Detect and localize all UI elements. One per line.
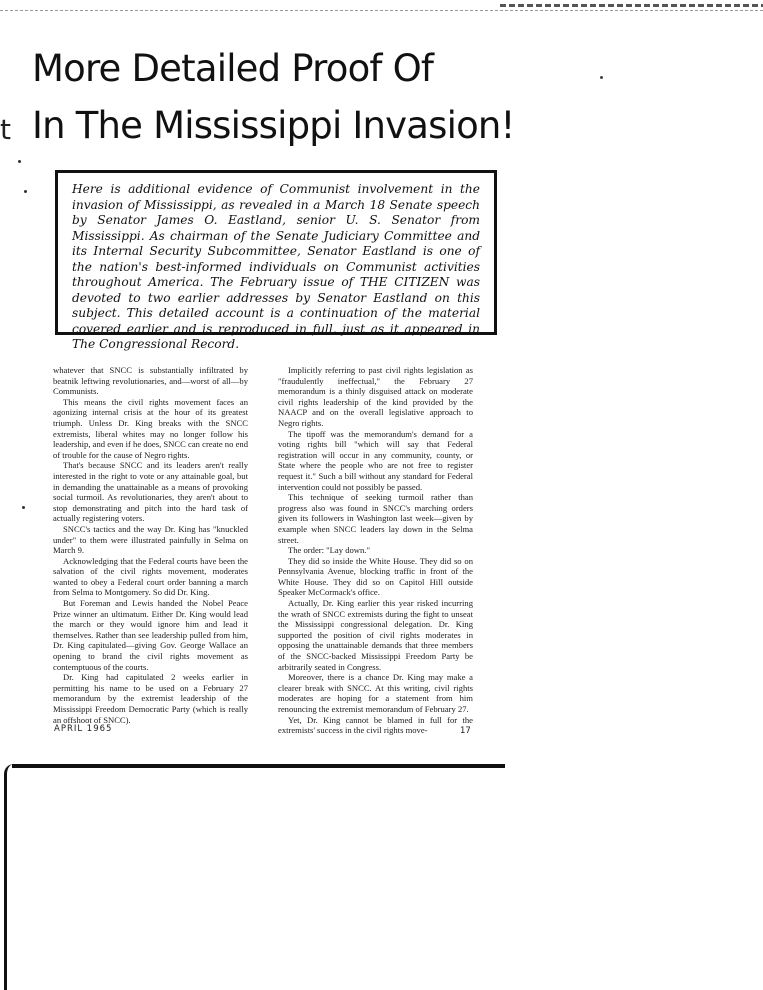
paragraph: SNCC's tactics and the way Dr. King has "knuckled under" to them were illustrated painfully in Selma on March 9. bbox=[53, 523, 248, 556]
paragraph: Acknowledging that the Federal courts have been the salvation of the civil rights movement, moderates wanted to obey a Federal court order banning a march from Selma to Montgomery. So did Dr. King. bbox=[53, 555, 248, 598]
paragraph: But Foreman and Lewis handed the Nobel Peace Prize winner an ultimatum. Either Dr. King would lead the march or they would ignore him and lead it themselves. Rather than see leadership pulled from him, Dr. King capitulated—giving Gov. George Wallace an opening to brand the civil rights movement as contemptuous of the courts. bbox=[53, 598, 248, 672]
bottom-rule bbox=[12, 764, 505, 768]
paragraph: Implicitly referring to past civil rights legislation as "fraudulently ineffectual," the February 27 memorandum is a thinly disguised attack on moderate civil rights leadership of the kind provided by the NAACP and on the overall legislative approach to Negro rights. bbox=[278, 365, 473, 428]
paragraph: This technique of seeking turmoil rather than progress also was found in SNCC's marching orders given its followers in Washington last week—given by example when SNCC leaders lay down in the Selma street. bbox=[278, 492, 473, 545]
paragraph: Dr. King had capitulated 2 weeks earlier in permitting his name to be used on a February 27 memorandum by the extremist leadership of the Mississippi Freedom Democratic Party (which is really an offshoot of SNCC). bbox=[53, 672, 248, 725]
scan-edge-noise bbox=[500, 4, 763, 7]
paragraph: Moreover, there is a chance Dr. King may make a clearer break with SNCC. At this writing, civil rights moderates are hoping for a statement from him renouncing the extremist memorandum of February 27. bbox=[278, 672, 473, 714]
margin-dot bbox=[22, 506, 25, 509]
paragraph: The tipoff was the memorandum's demand for a voting rights bill "which will say that Federal registration will occur in any community, county, or State where the people who are not free to register request it." Such a bill without any standard for Federal intervention could not possibly be passed. bbox=[278, 428, 473, 492]
paragraph: The order: "Lay down." bbox=[288, 545, 370, 556]
paragraph: Actually, Dr. King earlier this year risked incurring the wrath of SNCC extremists during the fight to unseat the Mississippi congressional delegation. Dr. King supported the position of civil rights moderates in opposing the unattainable demands that three members of the SNCC-backed Mississippi Freedom Party be arbitrarily seated in Congress. bbox=[278, 598, 473, 672]
article-column-right bbox=[278, 365, 473, 736]
paragraph: This means the civil rights movement faces an agonizing internal crisis at the hour of its greatest triumph. Unless Dr. King breaks with the SNCC extremists, liberal whites may no longer follow his leadership, and even if he does, SNCC can create no end of trouble for the cause of Negro rights. bbox=[53, 396, 248, 460]
margin-mark: t bbox=[0, 113, 11, 146]
margin-dot bbox=[24, 190, 27, 193]
margin-dot bbox=[18, 160, 21, 163]
intro-box bbox=[55, 170, 497, 351]
paragraph: They did so inside the White House. They did so on Pennsylvania Avenue, blocking traffic in front of the White House. They did so on Capitol Hill outside Speaker McCormack's office. bbox=[278, 555, 473, 598]
paragraph: That's because SNCC and its leaders aren't really interested in the right to vote or any attainable goal, but in demanding the unattainable as a means of provoking social turmoil. As revolutionaries, they aren't about to stop demonstrating and pitch into the hard task of actually registering voters. bbox=[53, 460, 248, 524]
paragraph: Yet, Dr. King cannot be blamed in full for the extremists' success in the civil rights move- bbox=[278, 714, 473, 736]
intro-text: Here is additional evidence of Communist involvement in the invasion of Mississippi, as revealed in a March 18 Senate speech by Senator James O. Eastland, senior U. S. Senator from Mississippi. As chairman of the Senate Judiciary Committee and its Internal Security Subcommittee, Senator Eastland is one of the nation's best-informed individuals on Communist activities throughout America. The February issue of THE CITIZEN was devoted to two earlier addresses by Senator Eastland on this subject. This detailed account is a continuation of the material covered earlier and is reproduced in full, just as it appeared in The Congressional Record. bbox=[72, 182, 480, 351]
paragraph: whatever that SNCC is substantially infiltrated by beatnik leftwing revolutionaries, and—worst of all—by Communists. bbox=[53, 365, 248, 397]
issue-date: APRIL 1965 bbox=[54, 724, 113, 734]
article-column-left bbox=[53, 365, 248, 725]
scan-corner-mark bbox=[4, 764, 14, 990]
headline-line-1: More Detailed Proof Of bbox=[32, 47, 434, 90]
page-number: 17 bbox=[460, 726, 471, 736]
headline-line-2: In The Mississippi Invasion! bbox=[32, 104, 515, 147]
